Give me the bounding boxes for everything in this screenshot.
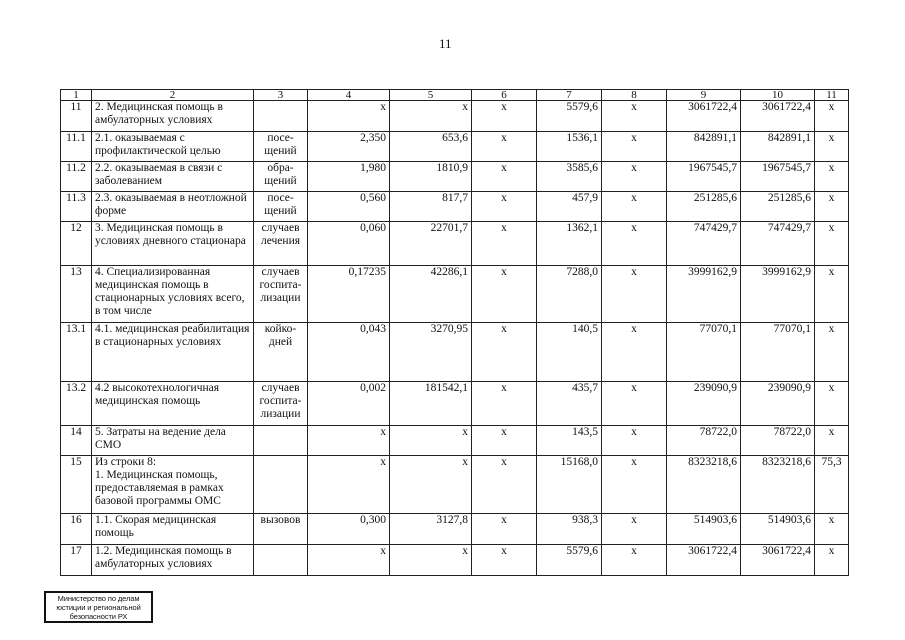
col4-cell: 0,17235 <box>308 266 390 323</box>
col9-cell: 3061722,4 <box>667 101 741 132</box>
col10-cell: 251285,6 <box>741 192 815 222</box>
col10-cell: 239090,9 <box>741 382 815 426</box>
col6-cell: x <box>472 266 537 323</box>
col7-cell: 435,7 <box>537 382 602 426</box>
col11-cell: x <box>815 192 849 222</box>
col10-cell: 747429,7 <box>741 222 815 266</box>
column-header: 6 <box>472 90 537 101</box>
col8-cell: x <box>602 162 667 192</box>
col6-cell: x <box>472 192 537 222</box>
col7-cell: 5579,6 <box>537 545 602 576</box>
table-row <box>61 514 849 545</box>
col8-cell: x <box>602 101 667 132</box>
col8-cell: x <box>602 323 667 382</box>
col6-cell: x <box>472 545 537 576</box>
page-number: 11 <box>439 36 452 51</box>
col9-cell: 239090,9 <box>667 382 741 426</box>
table-row <box>61 101 849 132</box>
col5-cell: x <box>390 426 472 456</box>
item-name-cell: 3. Медицинская помощь в условиях дневного стационара <box>92 222 254 266</box>
col7-cell: 938,3 <box>537 514 602 545</box>
col5-cell: 1810,9 <box>390 162 472 192</box>
col5-cell: 181542,1 <box>390 382 472 426</box>
item-name-cell: 1.2. Медицинская помощь в амбулаторных условиях <box>92 545 254 576</box>
col6-cell: x <box>472 456 537 514</box>
col4-cell: 0,560 <box>308 192 390 222</box>
column-header: 9 <box>667 90 741 101</box>
row-number-cell: 15 <box>61 456 92 514</box>
column-header: 2 <box>92 90 254 101</box>
col5-cell: 817,7 <box>390 192 472 222</box>
col4-cell: 0,060 <box>308 222 390 266</box>
col10-cell: 3061722,4 <box>741 101 815 132</box>
item-name-cell: 4.2 высокотехнологичная медицинская помощь <box>92 382 254 426</box>
item-name-cell: Из строки 8: 1. Медицинская помощь, предоставляемая в рамках базовой программы ОМС <box>92 456 254 514</box>
col5-cell: 3270,95 <box>390 323 472 382</box>
row-number-cell: 16 <box>61 514 92 545</box>
col11-cell: x <box>815 323 849 382</box>
table-row <box>61 192 849 222</box>
col5-cell: 3127,8 <box>390 514 472 545</box>
unit-cell: случаев госпита-лизации <box>254 382 308 426</box>
col9-cell: 3999162,9 <box>667 266 741 323</box>
col11-cell: 75,3 <box>815 456 849 514</box>
col4-cell: x <box>308 101 390 132</box>
table-row <box>61 132 849 162</box>
item-name-cell: 4.1. медицинская реабилитация в стационарных условиях <box>92 323 254 382</box>
col7-cell: 7288,0 <box>537 266 602 323</box>
col8-cell: x <box>602 222 667 266</box>
table-header-row <box>61 90 849 101</box>
col7-cell: 1362,1 <box>537 222 602 266</box>
col7-cell: 140,5 <box>537 323 602 382</box>
item-name-cell: 1.1. Скорая медицинская помощь <box>92 514 254 545</box>
column-header: 5 <box>390 90 472 101</box>
col9-cell: 251285,6 <box>667 192 741 222</box>
table-row <box>61 456 849 514</box>
unit-cell: койко-дней <box>254 323 308 382</box>
unit-cell <box>254 426 308 456</box>
row-number-cell: 14 <box>61 426 92 456</box>
table-row <box>61 323 849 382</box>
item-name-cell: 4. Специализированная медицинская помощь в стационарных условиях всего, в том числе <box>92 266 254 323</box>
col6-cell: x <box>472 426 537 456</box>
col4-cell: x <box>308 426 390 456</box>
stamp-line: безопасности РХ <box>69 612 128 621</box>
column-header: 7 <box>537 90 602 101</box>
col10-cell: 514903,6 <box>741 514 815 545</box>
unit-cell: обра-щений <box>254 162 308 192</box>
unit-cell: посе-щений <box>254 132 308 162</box>
col11-cell: x <box>815 382 849 426</box>
row-number-cell: 12 <box>61 222 92 266</box>
col5-cell: x <box>390 545 472 576</box>
row-number-cell: 11.1 <box>61 132 92 162</box>
row-number-cell: 13 <box>61 266 92 323</box>
unit-cell: вызовов <box>254 514 308 545</box>
table-row <box>61 266 849 323</box>
unit-cell <box>254 101 308 132</box>
col8-cell: x <box>602 545 667 576</box>
row-number-cell: 17 <box>61 545 92 576</box>
table-row <box>61 162 849 192</box>
col9-cell: 78722,0 <box>667 426 741 456</box>
table-row <box>61 222 849 266</box>
col6-cell: x <box>472 323 537 382</box>
col9-cell: 8323218,6 <box>667 456 741 514</box>
col5-cell: x <box>390 101 472 132</box>
col11-cell: x <box>815 545 849 576</box>
item-name-cell: 2.1. оказываемая с профилактической целью <box>92 132 254 162</box>
table-row <box>61 382 849 426</box>
col10-cell: 77070,1 <box>741 323 815 382</box>
col5-cell: 42286,1 <box>390 266 472 323</box>
unit-cell: случаев лечения <box>254 222 308 266</box>
row-number-cell: 13.1 <box>61 323 92 382</box>
stamp-line: юстиции и региональной <box>56 603 141 612</box>
row-number-cell: 11 <box>61 101 92 132</box>
col9-cell: 1967545,7 <box>667 162 741 192</box>
col11-cell: x <box>815 222 849 266</box>
col11-cell: x <box>815 266 849 323</box>
col5-cell: 653,6 <box>390 132 472 162</box>
col10-cell: 842891,1 <box>741 132 815 162</box>
col4-cell: 0,300 <box>308 514 390 545</box>
col8-cell: x <box>602 132 667 162</box>
column-header: 11 <box>815 90 849 101</box>
col9-cell: 77070,1 <box>667 323 741 382</box>
col6-cell: x <box>472 162 537 192</box>
stamp-line: Министерство по делам <box>57 594 140 603</box>
col10-cell: 1967545,7 <box>741 162 815 192</box>
row-number-cell: 13.2 <box>61 382 92 426</box>
col7-cell: 143,5 <box>537 426 602 456</box>
col5-cell: 22701,7 <box>390 222 472 266</box>
col7-cell: 3585,6 <box>537 162 602 192</box>
item-name-cell: 2.3. оказываемая в неотложной форме <box>92 192 254 222</box>
budget-table <box>60 89 849 576</box>
col6-cell: x <box>472 222 537 266</box>
col8-cell: x <box>602 382 667 426</box>
col10-cell: 3999162,9 <box>741 266 815 323</box>
column-header: 8 <box>602 90 667 101</box>
unit-cell <box>254 456 308 514</box>
column-header: 3 <box>254 90 308 101</box>
column-header: 4 <box>308 90 390 101</box>
col9-cell: 514903,6 <box>667 514 741 545</box>
column-header: 1 <box>61 90 92 101</box>
row-number-cell: 11.3 <box>61 192 92 222</box>
col8-cell: x <box>602 456 667 514</box>
col8-cell: x <box>602 266 667 323</box>
col6-cell: x <box>472 101 537 132</box>
col4-cell: x <box>308 545 390 576</box>
table-row <box>61 545 849 576</box>
col8-cell: x <box>602 192 667 222</box>
col5-cell: x <box>390 456 472 514</box>
col7-cell: 5579,6 <box>537 101 602 132</box>
col8-cell: x <box>602 514 667 545</box>
col4-cell: 1,980 <box>308 162 390 192</box>
col7-cell: 15168,0 <box>537 456 602 514</box>
unit-cell: случаев госпита-лизации <box>254 266 308 323</box>
unit-cell <box>254 545 308 576</box>
item-name-cell: 2. Медицинская помощь в амбулаторных условиях <box>92 101 254 132</box>
col6-cell: x <box>472 382 537 426</box>
col10-cell: 8323218,6 <box>741 456 815 514</box>
col9-cell: 747429,7 <box>667 222 741 266</box>
col9-cell: 842891,1 <box>667 132 741 162</box>
registration-stamp <box>44 591 153 623</box>
col4-cell: 0,002 <box>308 382 390 426</box>
row-number-cell: 11.2 <box>61 162 92 192</box>
column-header: 10 <box>741 90 815 101</box>
item-name-cell: 5. Затраты на ведение дела СМО <box>92 426 254 456</box>
col6-cell: x <box>472 132 537 162</box>
col10-cell: 78722,0 <box>741 426 815 456</box>
col11-cell: x <box>815 162 849 192</box>
col11-cell: x <box>815 132 849 162</box>
col4-cell: x <box>308 456 390 514</box>
col7-cell: 1536,1 <box>537 132 602 162</box>
unit-cell: посе-щений <box>254 192 308 222</box>
col4-cell: 0,043 <box>308 323 390 382</box>
col10-cell: 3061722,4 <box>741 545 815 576</box>
item-name-cell: 2.2. оказываемая в связи с заболеванием <box>92 162 254 192</box>
col6-cell: x <box>472 514 537 545</box>
col8-cell: x <box>602 426 667 456</box>
col9-cell: 3061722,4 <box>667 545 741 576</box>
col11-cell: x <box>815 101 849 132</box>
col7-cell: 457,9 <box>537 192 602 222</box>
col11-cell: x <box>815 426 849 456</box>
col4-cell: 2,350 <box>308 132 390 162</box>
col11-cell: x <box>815 514 849 545</box>
table-row <box>61 426 849 456</box>
